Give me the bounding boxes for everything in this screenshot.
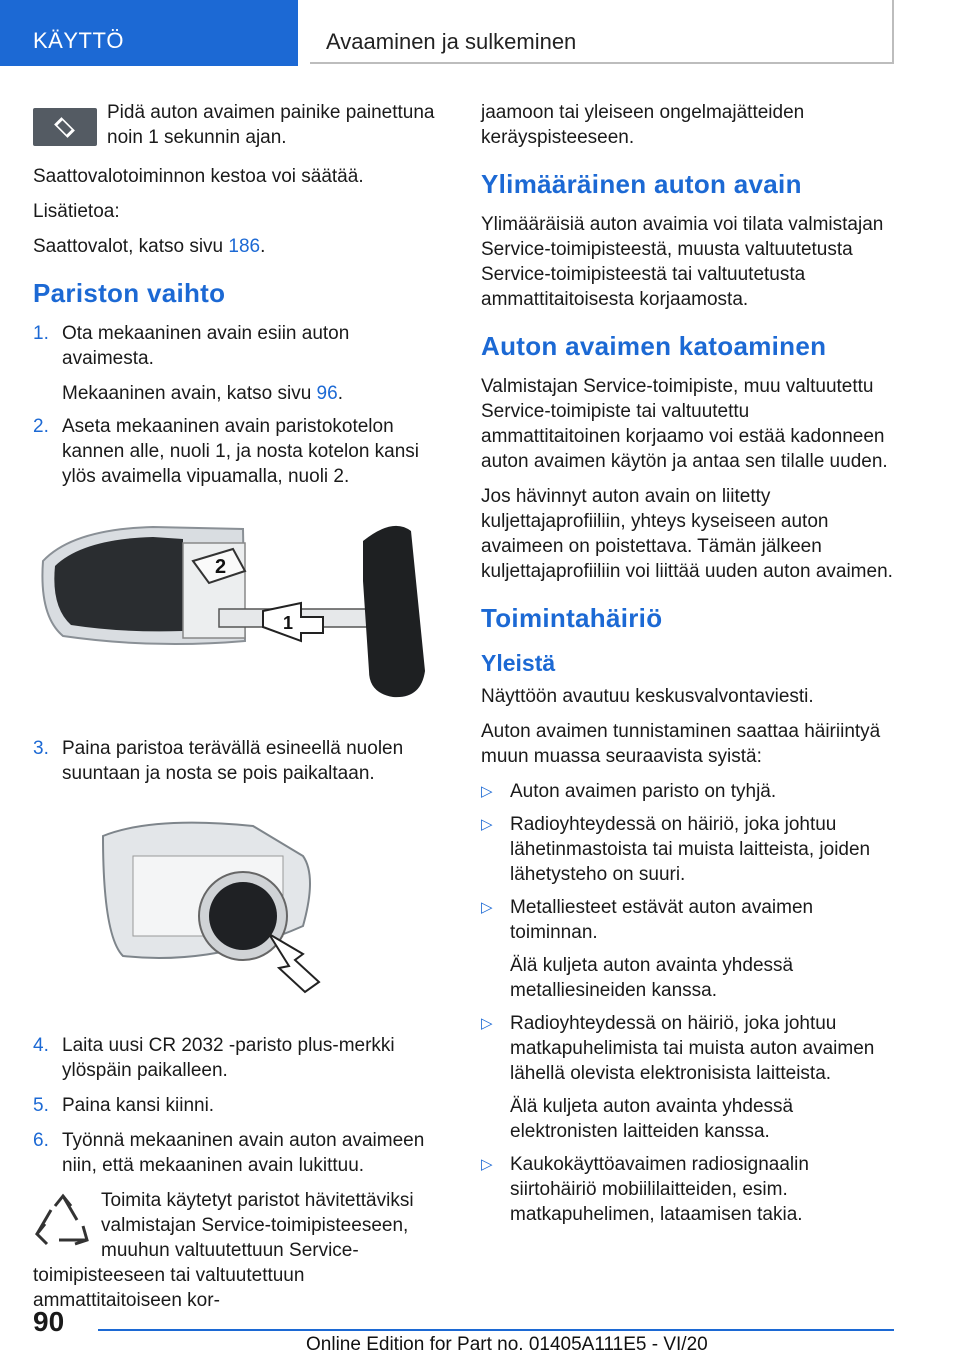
step	[33, 1033, 445, 1083]
edition-note: Online Edition for Part no. 01405A111E5 - VI/20	[306, 1334, 708, 1355]
section-heading: Ylimääräinen auton avain	[481, 169, 802, 199]
step-text: Laita uusi CR 2032 -paristo plus-merkki ylöspäin paikalleen.	[62, 1035, 395, 1081]
page-number: 90	[33, 1306, 65, 1337]
list-item	[481, 1152, 893, 1227]
step-number: 1.	[33, 323, 49, 344]
battery-removal-illustration	[33, 816, 445, 1006]
key-button-note	[33, 100, 445, 150]
step	[33, 414, 445, 489]
list-item-text: Radioyhteydessä on häiriö, joka johtuu matkapuhelimista tai muista auton avaimen lähellä olevista elektronisista laitteista.	[510, 1013, 875, 1084]
triangle-bullet-icon: ▷	[481, 816, 493, 833]
step-number: 5.	[33, 1095, 49, 1116]
chapter-title-box	[310, 0, 894, 64]
text: Mekaaninen avain, katso sivu	[62, 383, 317, 404]
section-tab	[0, 0, 298, 66]
subsection-heading: Yleistä	[481, 650, 556, 676]
step	[33, 1093, 445, 1118]
step-text: Aseta mekaaninen avain paristokotelon kannen alle, nuoli 1, ja nosta kotelon kansi ylös avaimella vipuamalla, nuoli 2.	[62, 416, 420, 487]
step	[33, 1128, 445, 1178]
text: .	[260, 236, 266, 257]
list-item-text: Radioyhteydessä on häiriö, joka johtuu lähetinmastoista tai muista laitteista, joiden lähetysteho on suuri.	[510, 814, 871, 885]
paragraph: Lisätietoa:	[33, 201, 120, 222]
paragraph	[33, 234, 445, 259]
paragraph: Näyttöön avautuu keskusvalvontaviesti.	[481, 686, 814, 707]
left-column	[33, 100, 445, 1313]
step-number: 2.	[33, 416, 49, 437]
step	[33, 321, 445, 371]
text: .	[337, 383, 343, 404]
recycle-note	[33, 1188, 445, 1313]
paragraph: jaamoon tai yleiseen ongelmajätteiden keräyspisteeseen.	[481, 102, 805, 148]
footer-divider	[98, 1329, 894, 1331]
right-column	[481, 100, 893, 1235]
step-text: Työnnä mekaaninen avain auton avaimeen niin, että mekaaninen avain lukittuu.	[62, 1130, 425, 1176]
list-item-sub: Älä kuljeta auton avainta yhdessä elektronisten laitteiden kanssa.	[510, 1096, 794, 1142]
list-item-sub: Älä kuljeta auton avainta yhdessä metalliesineiden kanssa.	[510, 955, 794, 1001]
step-text: Ota mekaaninen avain esiin auton avaimesta.	[62, 323, 350, 369]
step-sub	[33, 381, 445, 406]
triangle-bullet-icon: ▷	[481, 1156, 493, 1173]
section-label: KÄYTTÖ	[33, 28, 125, 53]
key-battery-cover-illustration	[33, 521, 445, 711]
arrow-label-2: 2	[215, 556, 227, 578]
paragraph: Saattovalotoiminnon kestoa voi säätää.	[33, 166, 364, 187]
text: Saattovalot, katso sivu	[33, 236, 229, 257]
paragraph: Auton avaimen tunnistaminen saattaa häiriintyä muun muassa seuraavista syistä:	[481, 721, 881, 767]
page-link[interactable]: 186	[228, 236, 261, 257]
list-item-text: Auton avaimen paristo on tyhjä.	[510, 781, 777, 802]
page-header	[0, 0, 960, 66]
triangle-bullet-icon: ▷	[481, 783, 493, 800]
list-item-text: Kaukokäyttöavaimen radiosignaalin siirtohäiriö mobiililaitteiden, esim. matkapuhelimen, lataamisen takia.	[510, 1154, 809, 1225]
section-heading: Pariston vaihto	[33, 278, 226, 308]
list-item	[481, 895, 893, 945]
paragraph: Ylimääräisiä auton avaimia voi tilata valmistajan Service-toimipisteestä, muusta valtuutetusta Service-toimipisteestä tai valtuutetusta ammattitaitoisesta korjaamosta.	[481, 214, 884, 310]
list-item-text: Metalliesteet estävät auton avaimen toiminnan.	[510, 897, 814, 943]
list-item	[481, 812, 893, 887]
step-text: Paina paristoa terävällä esineellä nuolen suuntaan ja nosta se pois paikaltaan.	[62, 738, 404, 784]
step-number: 4.	[33, 1035, 49, 1056]
page-link[interactable]: 96	[316, 383, 338, 404]
step	[33, 736, 445, 786]
step-number: 3.	[33, 738, 49, 759]
arrow-label-1: 1	[283, 613, 294, 633]
list-item	[481, 779, 893, 804]
step-number: 6.	[33, 1130, 49, 1151]
chapter-title: Avaaminen ja sulkeminen	[326, 29, 577, 54]
triangle-bullet-icon: ▷	[481, 1015, 493, 1032]
paragraph: Valmistajan Service-toimipiste, muu valtuutettu Service-toimipiste tai valtuutettu ammattitaitoinen korjaamo voi estää kadonneen auton avaimen käytön ja antaa sen tilalle uuden.	[481, 376, 888, 472]
section-heading: Toimintahäiriö	[481, 603, 663, 633]
key-button-icon	[33, 108, 97, 146]
triangle-bullet-icon: ▷	[481, 899, 493, 916]
step-text: Paina kansi kiinni.	[62, 1095, 215, 1116]
recycle-icon	[33, 1192, 93, 1260]
recycle-note-text: Toimita käytetyt paristot hävitettäviksi valmistajan Service-toimipisteeseen, muuhun valtuutettuun Service-toimipisteeseen tai valtuutettuun ammattitaitoiseen kor-	[33, 1190, 414, 1311]
key-note-text: Pidä auton avaimen painike painettuna noin 1 sekunnin ajan.	[107, 102, 435, 148]
section-heading: Auton avaimen katoaminen	[481, 331, 827, 361]
list-item	[481, 1011, 893, 1086]
paragraph: Jos hävinnyt auton avain on liitetty kuljettajaprofiiliin, yhteys kyseiseen auton avaimeen on poistettava. Tämän jälkeen kuljettajaprofiiliin voi liittää uuden auton avaimen.	[481, 486, 893, 582]
